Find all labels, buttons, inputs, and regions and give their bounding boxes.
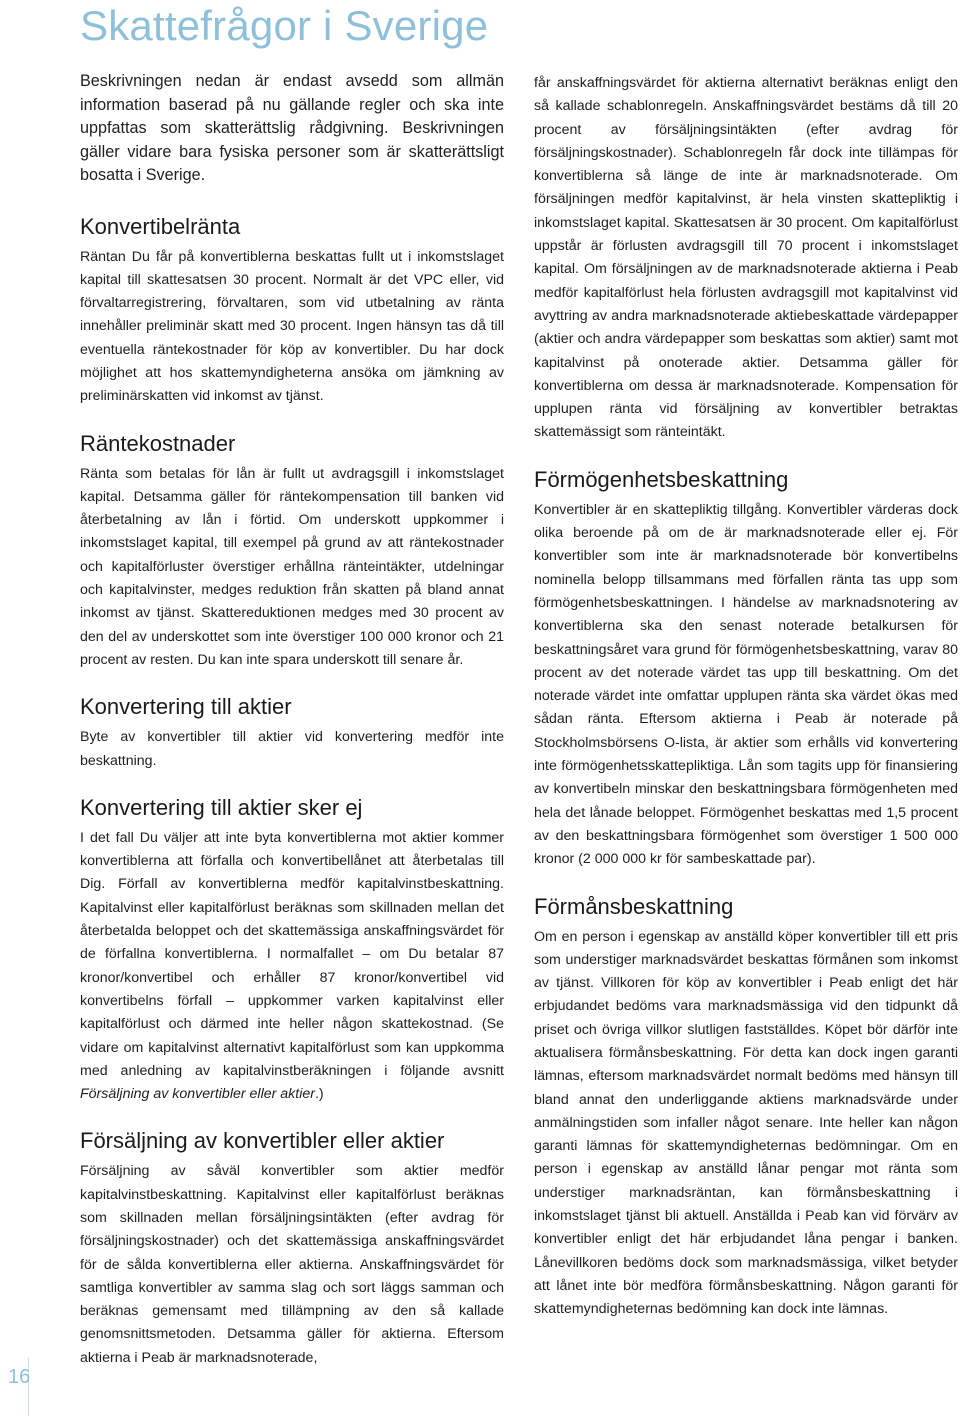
section-heading: Konvertering till aktier <box>80 694 292 720</box>
section-heading: Försäljning av konvertibler eller aktier <box>80 1128 445 1154</box>
intro-paragraph: Beskrivningen nedan är endast avsedd som allmän information baserad på nu gällande regler och ska inte uppfattas som skatterättslig rådgivning. Beskrivningen gäller vidare bara fysiska personer som är skatterättsligt bosatta i Sverige. <box>80 72 504 184</box>
section-rantekostnader <box>80 431 504 673</box>
text-run: I det fall Du väljer att inte byta konvertiblerna mot aktier kommer konvertiblerna att förfalla och konvertibellånet att återbetalas till Dig. Förfall av konvertiblerna medför kapitalvinstbeskattning. Kapitalvinst eller kapitalförlust beräknas som skillnaden mellan det återbetalda beloppet och det skattemässiga anskaffningsvärdet för de förfallna konvertiblerna. I normalfallet – om Du betalar 87 kronor/konvertibel och erhåller 87 kronor/konvertibel vid konvertibelns förfall – uppkommer varken kapitalvinst eller kapitalförlust och därmed inte heller någon skattekostnad. (Se vidare om kapitalvinst alternativt kapitalförlust som kan uppkomma med anledning av kapitalvinstberäkningen i följande avsnitt <box>80 829 504 1079</box>
section-text: Om en person i egenskap av anställd köper konvertibler till ett pris som understiger marknadsvärdet beskattas förmånen som inkomst av tjänst. Villkoren för köp av konvertibler i Peab enligt det här erbjudandet bedöms vara marknadsmässiga vid den tidpunkt då priset och övriga villkor slutligen fastställdes. Köpet bör därför inte aktualisera förmånsbeskattning. För detta kan dock ingen garanti lämnas, eftersom marknadsvärdet normalt bedöms med hänsyn till bland annat den underliggande aktiens marknadsvärde under anmälningstiden som infaller något senare. Inte heller kan någon garanti lämnas för skattemyndigheternas bedömningar. Om en person i egenskap av anställd lånar pengar mot ränta som understiger marknadsräntan, kan förmånsbeskattning i inkomstslaget tjänst bli aktuell. Anställda i Peab kan vid förvärv av konvertibler enligt det här erbjudandet låna pengar i banken. Lånevillkoren bedöms dock som marknadsmässiga, vilket betyder att lånet inte bör medföra förmånsbeskattning. Någon garanti för skattemyndigheternas bedömning kan dock inte lämnas. <box>534 928 958 1318</box>
section-text: Försäljning av såväl konvertibler som aktier medför kapitalvinstbeskattning. Kapitalvinst eller kapitalförlust beräknas som skillnaden mellan försäljningsintäkten (efter avdrag för försäljningskostnader) och det skattemässiga anskaffningsvärdet för de sålda konvertiblerna eller aktierna. Anskaffningsvärdet för samtliga konvertibler av samma slag och sort läggs samman och beräknas gemensamt med tillämpning av den så kallade genomsnittsmetoden. Detsamma gäller för aktierna. Eftersom aktierna i Peab är marknadsnoterade, <box>80 1163 504 1366</box>
section-heading: Räntekostnader <box>80 430 236 456</box>
page-number: 16 <box>8 1366 31 1388</box>
section-heading: Förmånsbeskattning <box>534 893 734 919</box>
section-text: Ränta som betalas för lån är fullt ut avdragsgill i inkomstslaget kapital. Detsamma gäller för räntekompensation till banken vid återbetalning av lån i förtid. Om underskott uppkommer i inkomstslaget kapital, till exempel på grund av att räntekostnader och kapitalförluster överstiger erhållna ränteintäkter, utdelningar och kapitalvinster, medges reduktion från skatten på bland annat inkomst av tjänst. Skattereduktionen medges med 30 procent av den del av underskottet som inte överstiger 100 000 kronor och 21 procent av resten. Du kan inte spara underskott till senare år. <box>80 465 504 668</box>
continuation-text: får anskaffningsvärdet för aktierna alternativt beräknas enligt den så kallade schablonregeln. Anskaffningsvärdet bestäms då till 20 procent av försäljningsintäkten (efter avdrag för försäljningskostnader). Schablonregeln får dock inte tillämpas för konvertiblerna så länge de inte är marknadsnoterade. Om försäljningen medför kapitalvinst, är hela vinsten skattepliktig i inkomstslaget kapital. Skattesatsen är 30 procent. Om kapitalförlust uppstår är förlusten avdragsgill till 70 procent i inkomstslaget kapital. Om försäljningen av de marknadsnoterade aktierna i Peab medför kapitalförlust hela förlusten avdragsgill mot kapitalvinst vid avyttring av andra marknadsnoterade aktiebeskattade värdepapper (aktier och andra värdepapper som beskattas som aktier) samt mot kapitalvinst på onoterade aktier. Detsamma gäller för konvertiblerna om dessa är marknadsnoterade. Kompensation för upplupen ränta vid försäljning av konvertibler betraktas skattemässigt som ränteintäkt. <box>534 75 958 441</box>
section-forsaljning <box>80 1128 504 1370</box>
section-text: Byte av konvertibler till aktier vid konvertering medför inte beskattning. <box>80 729 504 769</box>
section-heading: Förmögenhetsbeskattning <box>534 466 789 492</box>
page-title: Skattefrågor i Sverige <box>80 2 489 49</box>
section-text: Räntan Du får på konvertiblerna beskattas fullt ut i inkomstslaget kapital till skattesatsen 30 procent. Normalt är det VPC eller, vid förvaltarregistrering, förvaltaren, som vid utbetalning av ränta innehåller preliminär skatt med 30 procent. Ingen hänsyn tas då till eventuella räntekostnader för köp av konvertibler. Du har dock möjlighet att hos skattemyndigheterna ansöka om jämkning av preliminärskatten vid inkomst av tjänst. <box>80 248 504 405</box>
left-column <box>80 70 504 1392</box>
italic-reference: Försäljning av konvertibler eller aktier <box>80 1086 315 1103</box>
section-konvertering <box>80 694 504 773</box>
section-heading: Konvertering till aktier sker ej <box>80 794 363 820</box>
section-konvertibelranta <box>80 214 504 409</box>
section-text: Konvertibler är en skattepliktig tillgång. Konvertibler värderas dock olika beroende på om de är marknadsnoterade eller ej. För konvertibler som inte är marknadsnoterade bör konvertibelns nominella belopp tillsammans med förfallen ränta tas upp som förmögenhetsbeskattningen. I händelse av marknadsnotering av konvertiblerna ska den senast noterade betalkursen för beskattningsåret vara grund för förmögenhetsbeskattning, varav 80 procent av det noterade värdet tas upp till beskattning. Om det noterade värdet inte omfattar upplupen ränta ska värdet ökas med sådan ränta. Eftersom aktierna i Peab är noterade på Stockholmsbörsens O-lista, är aktier som erhålls vid konvertering inte förmögenhetsskattepliktiga. Lån som tagits upp för finansiering av konvertibeln minskar den beskattningsbara förmögenheten med hela det lånade beloppet. Förmögenhet beskattas med 1,5 procent av den beskattningsbara förmögenhet som överstiger 1 500 000 kronor (2 000 000 kr för sambeskattade par). <box>534 501 958 868</box>
text-run: .) <box>314 1086 324 1103</box>
section-formogenhetsbeskattning <box>534 467 958 872</box>
right-column <box>534 70 958 1344</box>
section-forsaljning-continued <box>534 72 958 445</box>
section-konvertering-sker-ej <box>80 795 504 1107</box>
section-text <box>80 827 504 1107</box>
section-formansbeskattning <box>534 894 958 1322</box>
section-heading: Konvertibelränta <box>80 213 241 239</box>
